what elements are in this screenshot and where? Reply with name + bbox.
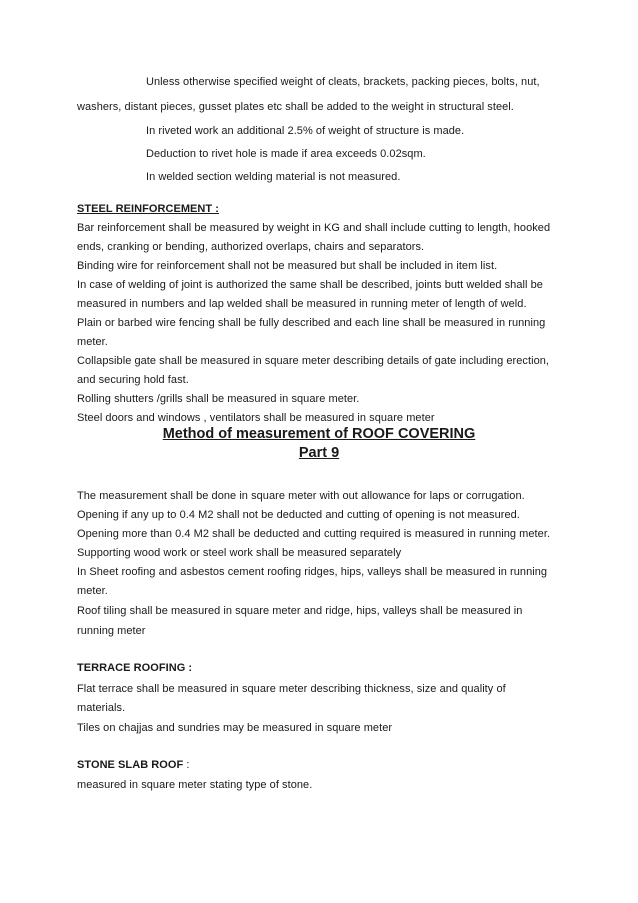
paragraph-line: Supporting wood work or steel work shall be measured separately (77, 547, 402, 559)
paragraph-line: Roof tiling shall be measured in square meter and ridge, hips, valleys shall be measured in (77, 605, 523, 617)
paragraph-line: Rolling shutters /grills shall be measured in square meter. (77, 393, 360, 405)
paragraph-line: Bar reinforcement shall be measured by weight in KG and shall include cutting to length, hooked (77, 222, 551, 234)
section-title: Method of measurement of ROOF COVERING (162, 426, 476, 442)
stone-slab-roof-heading (77, 758, 190, 772)
paragraph-line: Flat terrace shall be measured in square meter describing thickness, size and quality of (77, 683, 506, 695)
paragraph-line: ends, cranking or bending, authorized overlaps, chairs and separators. (77, 241, 425, 253)
paragraph-line: The measurement shall be done in square meter with out allowance for laps or corrugation. (77, 490, 525, 502)
paragraph-line: Binding wire for reinforcement shall not be measured but shall be included in item list. (77, 260, 498, 272)
paragraph-line: meter. (77, 336, 108, 348)
steel-reinforcement-heading: STEEL REINFORCEMENT : (77, 203, 220, 215)
part-label: Part 9 (298, 445, 340, 461)
paragraph-line: measured in numbers and lap welded shall be measured in running meter of length of weld. (77, 298, 527, 310)
stone-slab-roof-colon: : (183, 759, 190, 771)
paragraph-line: and securing hold fast. (77, 374, 189, 386)
paragraph-line: Tiles on chajjas and sundries may be measured in square meter (77, 722, 393, 734)
paragraph-line: materials. (77, 702, 126, 714)
paragraph-line: Opening more than 0.4 M2 shall be deducted and cutting required is measured in running meter. (77, 528, 551, 540)
paragraph-line: meter. (77, 585, 108, 597)
terrace-roofing-heading: TERRACE ROOFING : (77, 662, 193, 674)
intro-line: In welded section welding material is not measured. (146, 171, 401, 183)
intro-line: washers, distant pieces, gusset plates etc shall be added to the weight in structural steel. (77, 101, 514, 113)
paragraph-line: Plain or barbed wire fencing shall be fully described and each line shall be measured in running (77, 317, 546, 329)
intro-line: In riveted work an additional 2.5% of weight of structure is made. (146, 125, 465, 137)
intro-line: Deduction to rivet hole is made if area exceeds 0.02sqm. (146, 148, 426, 160)
intro-line: Unless otherwise specified weight of cleats, brackets, packing pieces, bolts, nut, (146, 76, 540, 88)
paragraph-line: In case of welding of joint is authorized the same shall be described, joints butt welded shall be (77, 279, 543, 291)
paragraph-line: Collapsible gate shall be measured in square meter describing details of gate including erection, (77, 355, 550, 367)
paragraph-line: Steel doors and windows , ventilators shall be measured in square meter (77, 412, 435, 424)
paragraph-line: In Sheet roofing and asbestos cement roofing ridges, hips, valleys shall be measured in running (77, 566, 548, 578)
stone-slab-roof-title: STONE SLAB ROOF (77, 759, 184, 771)
paragraph-line: measured in square meter stating type of stone. (77, 779, 313, 791)
paragraph-line: Opening if any up to 0.4 M2 shall not be deducted and cutting of opening is not measured. (77, 509, 520, 521)
paragraph-line: running meter (77, 625, 146, 637)
